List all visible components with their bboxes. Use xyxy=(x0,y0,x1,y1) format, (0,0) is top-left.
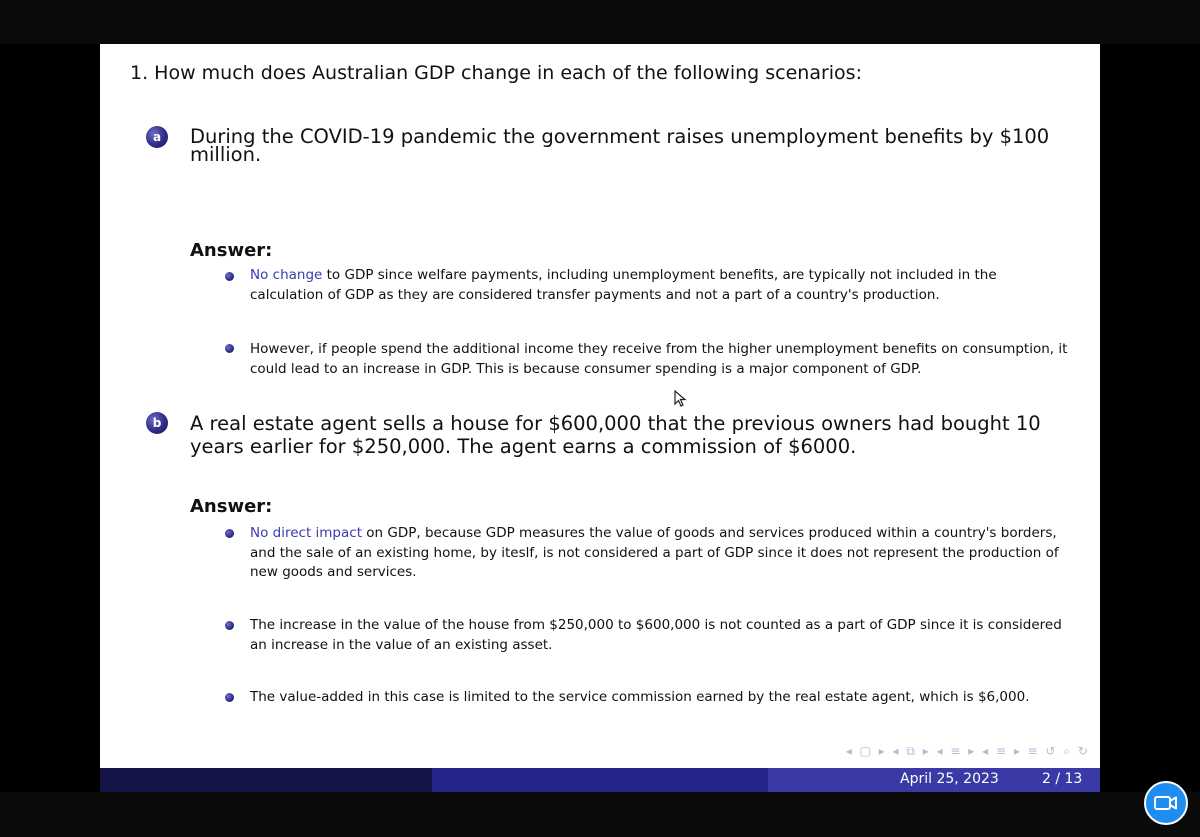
answer-b-bullet-2 xyxy=(250,616,1070,655)
bullet-text: on GDP, because GDP measures the value of goods and services produced within a country's borders, and the sale of an existing home, by iteslf, is not considered a part of GDP since it does not represent the production of new goods and services. xyxy=(250,525,1059,580)
footer-date: April 25, 2023 xyxy=(900,771,999,787)
bullet-marker xyxy=(225,693,234,702)
bullet-marker xyxy=(225,272,234,281)
bullet-marker xyxy=(225,529,234,538)
enum-marker-b: b xyxy=(146,412,168,434)
bullet-marker xyxy=(225,344,234,353)
footer-page-number: 2 / 13 xyxy=(1042,771,1083,787)
highlight-no-direct-impact: No direct impact xyxy=(250,525,362,541)
highlight-no-change: No change xyxy=(250,267,323,283)
footer-segment-left xyxy=(100,768,432,792)
item-b-text: A real estate agent sells a house for $600,000 that the previous owners had bought 10 years earlier for $250,000. The agent earns a commission of $6000. xyxy=(190,412,1041,458)
bullet-text: However, if people spend the additional income they receive from the higher unemployment benefits on consumption, it could lead to an increase in GDP. This is because consumer spending is a major component of GDP. xyxy=(250,341,1068,377)
video-camera-icon xyxy=(1146,783,1186,823)
bottom-black-bar xyxy=(0,792,1200,837)
bullet-text: The increase in the value of the house from $250,000 to $600,000 is not counted as a part of GDP since it is considered an increase in the value of an existing asset. xyxy=(250,617,1062,653)
slide xyxy=(100,44,1100,792)
answer-b-bullet-1 xyxy=(250,524,1070,583)
answer-b-bullet-3 xyxy=(250,688,1070,708)
item-a-text: During the COVID-19 pandemic the government raises unemployment benefits by $100 million. xyxy=(190,125,1050,166)
slide-footer xyxy=(100,768,1100,792)
mouse-pointer-icon xyxy=(674,390,688,408)
bullet-marker xyxy=(225,621,234,630)
bullet-text: The value-added in this case is limited to the service commission earned by the real estate agent, which is $6,000. xyxy=(250,689,1030,705)
answer-heading-a: Answer: xyxy=(190,240,273,261)
video-camera-button[interactable] xyxy=(1144,781,1188,825)
top-black-bar xyxy=(0,0,1200,44)
footer-segment-middle xyxy=(432,768,768,792)
question-heading: 1. How much does Australian GDP change in each of the following scenarios: xyxy=(130,62,862,84)
answer-heading-b: Answer: xyxy=(190,496,273,517)
beamer-navigation-symbols[interactable]: ◂ ▢ ▸ ◂ ⧉ ▸ ◂ ≡ ▸ ◂ ≡ ▸ ≡ ↺ ⌕ ↻ xyxy=(845,744,1090,758)
enum-marker-a: a xyxy=(146,126,168,148)
answer-a-bullet-1 xyxy=(250,266,1070,305)
answer-a-bullet-2 xyxy=(250,340,1070,379)
bullet-text: to GDP since welfare payments, including unemployment benefits, are typically not included in the calculation of GDP as they are considered transfer payments and not a part of a country's production. xyxy=(250,267,997,303)
